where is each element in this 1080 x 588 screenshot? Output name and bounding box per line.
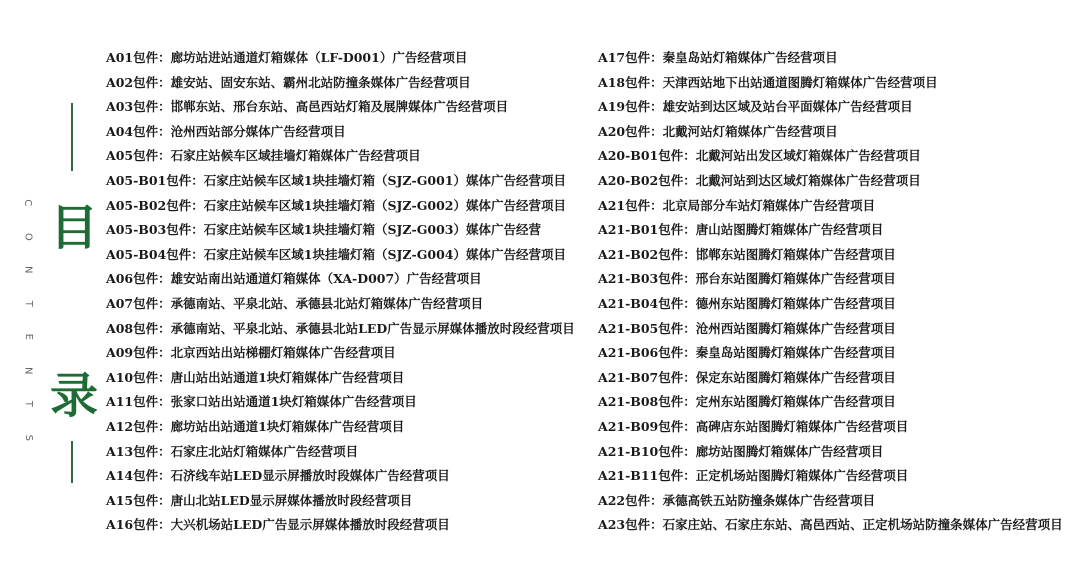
- toc-entry[interactable]: [106, 341, 591, 366]
- toc-entry[interactable]: [106, 464, 591, 489]
- toc-entry-title: 廊坊站出站通道1块灯箱媒体广告经营项目: [170, 418, 405, 434]
- toc-entry[interactable]: [106, 366, 591, 391]
- toc-entry[interactable]: [598, 243, 1076, 268]
- toc-entry-title: 石家庄北站灯箱媒体广告经营项目: [170, 443, 359, 459]
- toc-entry-code: A21-B04包件：: [598, 295, 696, 311]
- toc-entry-code: A21-B07包件：: [598, 369, 696, 385]
- toc-entry-title: 北戴河站到达区域灯箱媒体广告经营项目: [695, 172, 921, 188]
- toc-entry-code: A21-B09包件：: [598, 418, 696, 434]
- toc-entry-code: A08包件：: [106, 320, 171, 336]
- toc-entry-code: A12包件：: [106, 418, 171, 434]
- toc-entry-code: A14包件：: [106, 468, 171, 484]
- contents-letter: N: [22, 266, 34, 274]
- decorative-line-bottom: [71, 441, 73, 483]
- toc-entry[interactable]: [598, 464, 1076, 489]
- toc-entry-code: A07包件：: [106, 295, 171, 311]
- toc-entry-title: 秦皇岛站灯箱媒体广告经营项目: [662, 50, 838, 65]
- toc-entry-code: A20包件：: [598, 123, 663, 139]
- toc-entry[interactable]: [598, 440, 1076, 465]
- toc-entry-title: 大兴机场站LED广告显示屏媒体播放时段经营项目: [170, 517, 450, 533]
- toc-entry-code: A06包件：: [106, 271, 171, 287]
- contents-letter: S: [22, 434, 34, 441]
- toc-entry-title: 沧州西站图腾灯箱媒体广告经营项目: [695, 320, 896, 336]
- toc-entry-title: 雄安站、固安东站、霸州北站防撞条媒体广告经营项目: [170, 74, 471, 90]
- contents-letter: E: [22, 333, 34, 340]
- toc-entry-code: A05-B02包件：: [106, 197, 204, 213]
- toc-entry-code: A02包件：: [106, 74, 171, 90]
- toc-entry[interactable]: [598, 341, 1076, 366]
- toc-entry-title: 德州东站图腾灯箱媒体广告经营项目: [695, 295, 896, 311]
- toc-entry-code: A22包件：: [598, 492, 663, 508]
- toc-entry-code: A21-B08包件：: [598, 394, 696, 410]
- toc-entry-code: A13包件：: [106, 443, 171, 459]
- toc-entry-code: A05-B04包件：: [106, 246, 204, 262]
- toc-entry[interactable]: [106, 267, 591, 292]
- toc-entry-title: 保定东站图腾灯箱媒体广告经营项目: [695, 369, 896, 385]
- toc-entry-title: 邢台东站图腾灯箱媒体广告经营项目: [695, 271, 896, 287]
- toc-entry[interactable]: [598, 489, 1076, 514]
- toc-entry-title: 石家庄站、石家庄东站、高邑西站、正定机场站防撞条媒体广告经营项目: [662, 517, 1063, 533]
- toc-entry-title: 石家庄站候车区域1块挂墙灯箱（SJZ-G004）媒体广告经营项目: [203, 246, 566, 262]
- toc-entry-title: 天津西站地下出站通道图腾灯箱媒体广告经营项目: [662, 74, 938, 90]
- toc-entry[interactable]: [106, 390, 591, 415]
- toc-entry[interactable]: [598, 513, 1076, 538]
- toc-entry-title: 石家庄站候车区域挂墙灯箱媒体广告经营项目: [170, 148, 421, 164]
- toc-entry-title: 沧州西站部分媒体广告经营项目: [170, 123, 346, 139]
- toc-entry-title: 邯郸东站、邢台东站、高邑西站灯箱及展牌媒体广告经营项目: [170, 99, 509, 115]
- toc-entry[interactable]: [598, 194, 1076, 219]
- toc-entry-code: A17包件：: [598, 50, 663, 65]
- toc-entry-title: 廊坊站进站通道灯箱媒体（LF-D001）广告经营项目: [170, 50, 468, 65]
- toc-entry[interactable]: [598, 46, 1076, 71]
- title-char-lu: 录: [49, 368, 98, 424]
- toc-entry-title: 定州东站图腾灯箱媒体广告经营项目: [695, 394, 896, 410]
- toc-entry-code: A15包件：: [106, 492, 171, 508]
- toc-entry-code: A20-B01包件：: [598, 148, 696, 164]
- toc-entry-title: 雄安站南出站通道灯箱媒体（XA-D007）广告经营项目: [170, 271, 482, 287]
- toc-entry-title: 唐山北站LED显示屏媒体播放时段经营项目: [170, 492, 413, 508]
- toc-entry[interactable]: [106, 317, 591, 342]
- toc-entry-title: 承德南站、平泉北站、承德县北站LED广告显示屏媒体播放时段经营项目: [170, 320, 575, 336]
- toc-entry-title: 秦皇岛站图腾灯箱媒体广告经营项目: [695, 345, 896, 361]
- toc-entry[interactable]: [598, 267, 1076, 292]
- toc-entry-title: 北戴河站出发区域灯箱媒体广告经营项目: [695, 148, 921, 164]
- toc-entry-title: 承德高铁五站防撞条媒体广告经营项目: [662, 492, 876, 508]
- toc-entry-code: A09包件：: [106, 345, 171, 361]
- toc-entry-code: A04包件：: [106, 123, 171, 139]
- toc-entry[interactable]: [106, 218, 591, 243]
- toc-entry[interactable]: [106, 144, 591, 169]
- toc-entry-code: A21-B02包件：: [598, 246, 696, 262]
- decorative-line-top: [71, 103, 73, 171]
- toc-entry-code: A18包件：: [598, 74, 663, 90]
- toc-right-column: [598, 46, 1076, 538]
- side-panel: [0, 0, 100, 588]
- toc-entry-title: 北戴河站灯箱媒体广告经营项目: [662, 123, 838, 139]
- toc-entry[interactable]: [598, 120, 1076, 145]
- toc-entry-title: 石家庄站候车区域1块挂墙灯箱（SJZ-G002）媒体广告经营项目: [203, 197, 566, 213]
- toc-entry[interactable]: [106, 440, 591, 465]
- toc-entry[interactable]: [106, 169, 591, 194]
- toc-entry[interactable]: [598, 292, 1076, 317]
- contents-letter: N: [22, 366, 34, 374]
- toc-entry-code: A21-B11包件：: [598, 468, 696, 484]
- toc-entry[interactable]: [598, 169, 1076, 194]
- toc-entry-title: 邯郸东站图腾灯箱媒体广告经营项目: [695, 246, 896, 262]
- toc-entry[interactable]: [106, 71, 591, 96]
- toc-entry[interactable]: [106, 95, 591, 120]
- toc-entry-title: 正定机场站图腾灯箱媒体广告经营项目: [695, 468, 909, 484]
- toc-entry-title: 张家口站出站通道1块灯箱媒体广告经营项目: [170, 394, 417, 410]
- toc-entry-code: A23包件：: [598, 517, 663, 533]
- toc-entry-code: A21包件：: [598, 197, 663, 213]
- toc-entry-code: A05-B03包件：: [106, 222, 204, 238]
- toc-entry-code: A21-B03包件：: [598, 271, 696, 287]
- toc-entry[interactable]: [598, 218, 1076, 243]
- toc-entry-title: 石家庄站候车区域1块挂墙灯箱（SJZ-G001）媒体广告经营项目: [203, 172, 566, 188]
- toc-entry-code: A21-B10包件：: [598, 443, 696, 459]
- toc-entry[interactable]: [598, 415, 1076, 440]
- toc-entry[interactable]: [106, 120, 591, 145]
- toc-entry[interactable]: [106, 46, 591, 71]
- toc-entry-title: 雄安站到达区域及站台平面媒体广告经营项目: [662, 99, 913, 115]
- contents-vertical-label: [14, 186, 34, 454]
- title-char-mu: 目: [49, 200, 98, 256]
- toc-entry[interactable]: [106, 194, 591, 219]
- contents-letter: T: [22, 300, 34, 307]
- toc-entry-code: A03包件：: [106, 99, 171, 115]
- toc-entry[interactable]: [598, 366, 1076, 391]
- toc-entry-title: 石济线车站LED显示屏播放时段媒体广告经营项目: [170, 468, 450, 484]
- toc-entry-code: A21-B05包件：: [598, 320, 696, 336]
- toc-entry-code: A19包件：: [598, 99, 663, 115]
- toc-entry-code: A11包件：: [106, 394, 171, 410]
- toc-entry-title: 北京西站出站梯棚灯箱媒体广告经营项目: [170, 345, 396, 361]
- toc-entry[interactable]: [598, 317, 1076, 342]
- toc-entry-title: 高碑店东站图腾灯箱媒体广告经营项目: [695, 418, 909, 434]
- toc-entry-code: A05包件：: [106, 148, 171, 164]
- toc-entry[interactable]: [106, 292, 591, 317]
- toc-entry-code: A20-B02包件：: [598, 172, 696, 188]
- toc-left-column: [106, 46, 591, 538]
- toc-entry-title: 唐山站图腾灯箱媒体广告经营项目: [695, 222, 884, 238]
- contents-letter: C: [22, 199, 34, 207]
- toc-entry-code: A16包件：: [106, 517, 171, 533]
- toc-entry-title: 唐山站出站通道1块灯箱媒体广告经营项目: [170, 369, 405, 385]
- toc-entry-title: 承德南站、平泉北站、承德县北站灯箱媒体广告经营项目: [170, 295, 484, 311]
- toc-entry-title: 北京局部分车站灯箱媒体广告经营项目: [662, 197, 876, 213]
- toc-entry[interactable]: [106, 243, 591, 268]
- toc-entry[interactable]: [598, 95, 1076, 120]
- toc-entry-code: A21-B06包件：: [598, 345, 696, 361]
- contents-letter: T: [22, 400, 34, 407]
- toc-entry[interactable]: [598, 390, 1076, 415]
- toc-entry-code: A21-B01包件：: [598, 222, 696, 238]
- toc-entry-title: 廊坊站图腾灯箱媒体广告经营项目: [695, 443, 884, 459]
- toc-entry[interactable]: [106, 489, 591, 514]
- toc-entry-title: 石家庄站候车区域1块挂墙灯箱（SJZ-G003）媒体广告经营: [203, 222, 541, 238]
- toc-entry[interactable]: [598, 144, 1076, 169]
- toc-entry[interactable]: [106, 513, 591, 538]
- contents-letter: O: [22, 232, 34, 241]
- toc-entry-code: A01包件：: [106, 50, 171, 65]
- toc-entry-code: A05-B01包件：: [106, 172, 204, 188]
- toc-entry[interactable]: [598, 71, 1076, 96]
- toc-entry-code: A10包件：: [106, 369, 171, 385]
- toc-entry[interactable]: [106, 415, 591, 440]
